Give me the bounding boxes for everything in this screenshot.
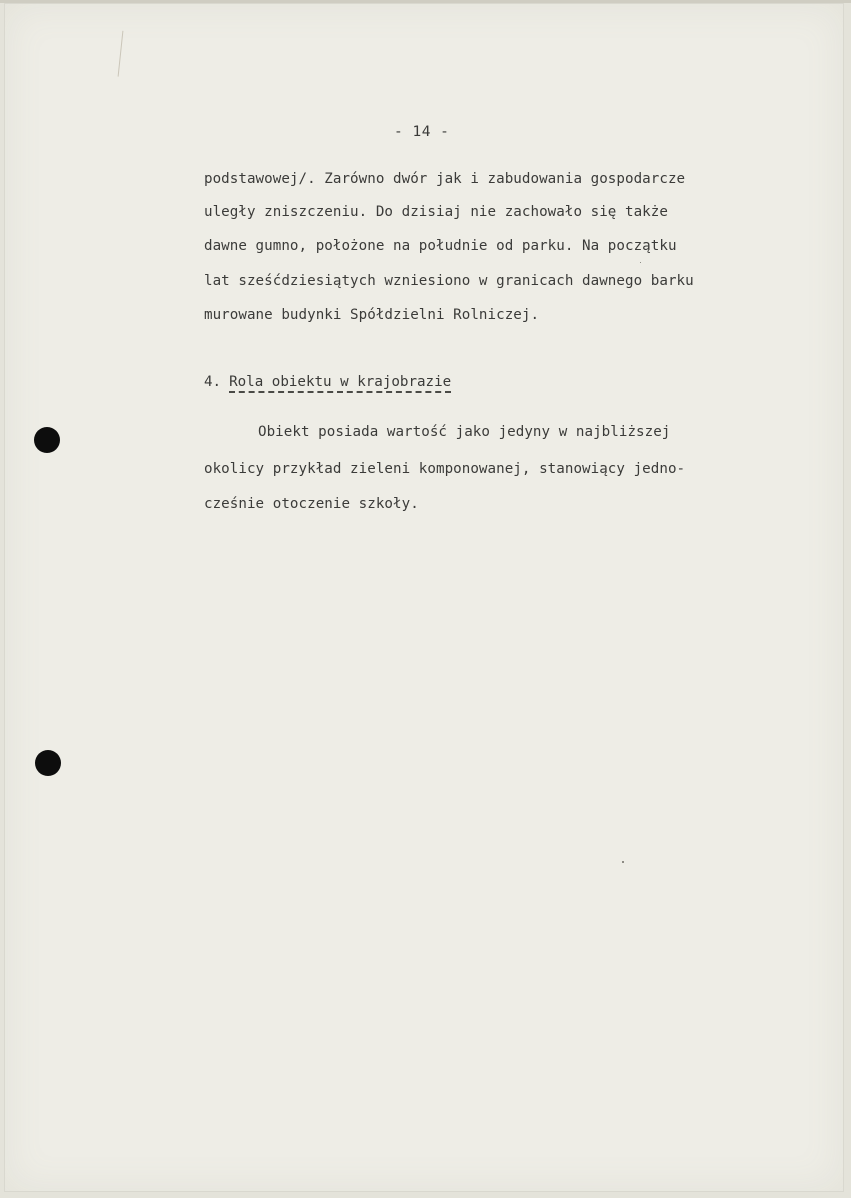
page-number: - 14 - bbox=[394, 124, 450, 140]
section-number: 4. bbox=[204, 374, 222, 390]
paragraph-1-line-1: podstawowej/. Zarówno dwór jak i zabudowania gospodarcze bbox=[204, 171, 686, 187]
pencil-mark bbox=[118, 31, 130, 77]
paragraph-1-line-3: dawne gumno, położone na południe od parku. Na początku bbox=[204, 238, 677, 254]
punch-hole-top bbox=[34, 427, 60, 453]
punch-hole-bottom bbox=[35, 750, 61, 776]
paper-speck bbox=[622, 861, 624, 863]
paragraph-1-line-5: murowane budynki Spółdzielni Rolniczej. bbox=[204, 307, 540, 323]
paragraph-2-line-1: Obiekt posiada wartość jako jedyny w najbliższej bbox=[258, 424, 671, 440]
paper-speck bbox=[640, 262, 641, 263]
section-heading bbox=[204, 374, 451, 390]
paragraph-1-line-4: lat sześćdziesiątych wzniesiono w granicach dawnego barku bbox=[204, 273, 694, 289]
paragraph-1-line-2: uległy zniszczeniu. Do dzisiaj nie zachowało się także bbox=[204, 204, 668, 220]
section-title: Rola obiektu w krajobrazie bbox=[229, 374, 451, 393]
paragraph-2-line-2: okolicy przykład zieleni komponowanej, stanowiący jedno- bbox=[204, 461, 686, 477]
paragraph-2-line-3: cześnie otoczenie szkoły. bbox=[204, 496, 419, 512]
